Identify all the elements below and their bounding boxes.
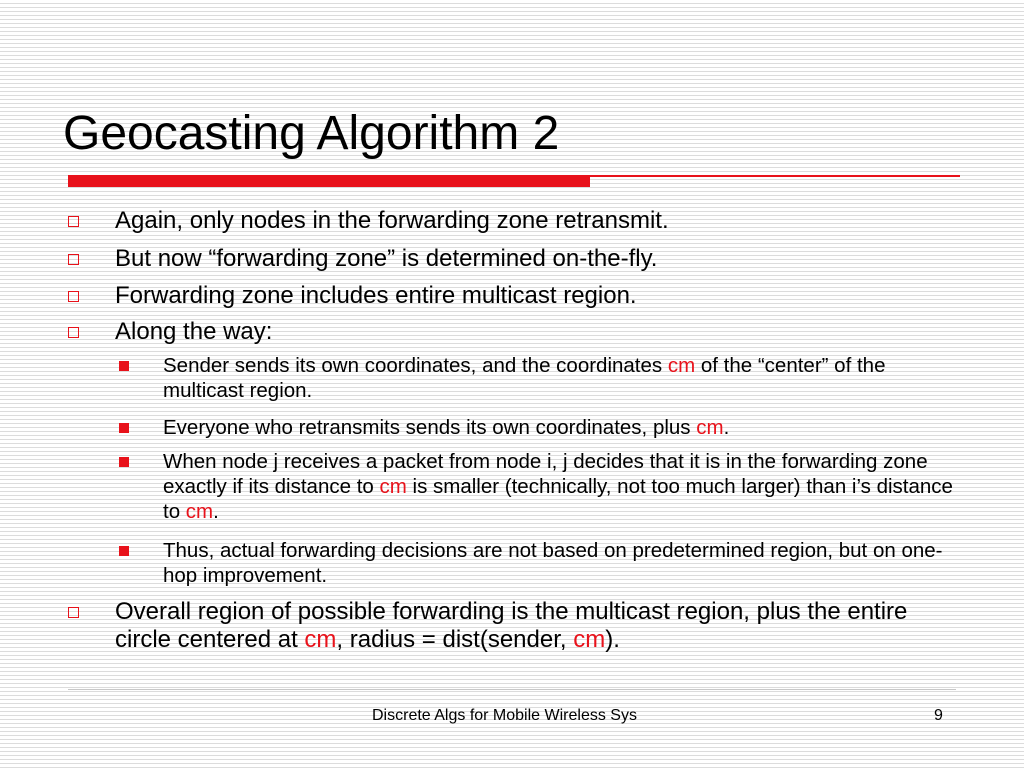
- page-number: 9: [934, 707, 943, 724]
- text-segment: .: [723, 416, 730, 439]
- bullet-item: [115, 318, 955, 346]
- text-segment: of the “center” of the multicast region.: [163, 354, 886, 402]
- text-segment: Thus, actual forwarding decisions are not based on predetermined region, but on one-hop improvement.: [163, 539, 943, 587]
- text-segment: Overall region of possible forwarding is the multicast region, plus the entire circle centered at: [115, 598, 908, 653]
- sub-bullet-text: [163, 354, 885, 402]
- text-segment: Everyone who retransmits sends its own coordinates, plus: [163, 416, 697, 439]
- text-segment: Sender sends its own coordinates, and the coordinates: [163, 354, 668, 377]
- filled-square-bullet-icon: [119, 423, 129, 433]
- footer-divider: [68, 689, 956, 690]
- sub-bullet-text: [163, 450, 953, 523]
- bullet-text: [115, 282, 637, 309]
- highlighted-term: cm: [379, 475, 407, 498]
- text-segment: Along the way:: [115, 318, 273, 345]
- bullet-item: [115, 282, 955, 310]
- text-segment: But now “forwarding zone” is determined on-the-fly.: [115, 245, 658, 272]
- bullet-text: [115, 318, 272, 345]
- sub-bullet-item: [163, 538, 963, 588]
- text-segment: Again, only nodes in the forwarding zone retransmit.: [115, 207, 669, 234]
- hollow-square-bullet-icon: [68, 327, 79, 338]
- filled-square-bullet-icon: [119, 361, 129, 371]
- text-segment: When node j receives a packet from node i, j decides that it is in the forwarding zone exactly if its distance to: [163, 450, 928, 498]
- highlighted-term: cm: [573, 626, 606, 653]
- sub-bullet-item: [163, 415, 963, 440]
- bullet-item: [115, 207, 955, 235]
- sub-bullet-item: [163, 353, 963, 403]
- highlighted-term: cm: [185, 500, 214, 523]
- bullet-text: [115, 598, 907, 653]
- bullet-item: [115, 598, 955, 654]
- highlighted-term: cm: [696, 416, 724, 439]
- slide-title: Geocasting Algorithm 2: [63, 107, 560, 160]
- text-segment: .: [213, 500, 219, 523]
- text-segment: ).: [605, 626, 620, 653]
- hollow-square-bullet-icon: [68, 607, 79, 618]
- bullet-text: [115, 245, 657, 272]
- sub-bullet-text: [163, 539, 942, 587]
- hollow-square-bullet-icon: [68, 216, 79, 227]
- bullet-text: [115, 207, 669, 234]
- text-segment: , radius = dist(sender,: [336, 626, 574, 653]
- hollow-square-bullet-icon: [68, 291, 79, 302]
- sub-bullet-item: [163, 449, 963, 524]
- text-segment: is smaller (technically, not too much larger) than i’s distance to: [163, 475, 953, 523]
- hollow-square-bullet-icon: [68, 254, 79, 265]
- filled-square-bullet-icon: [119, 457, 129, 467]
- bullet-item: [115, 245, 955, 273]
- highlighted-term: cm: [304, 626, 337, 653]
- footer-text: Discrete Algs for Mobile Wireless Sys: [372, 707, 637, 724]
- filled-square-bullet-icon: [119, 546, 129, 556]
- text-segment: Forwarding zone includes entire multicast region.: [115, 282, 637, 309]
- highlighted-term: cm: [667, 354, 696, 377]
- sub-bullet-text: [163, 416, 729, 439]
